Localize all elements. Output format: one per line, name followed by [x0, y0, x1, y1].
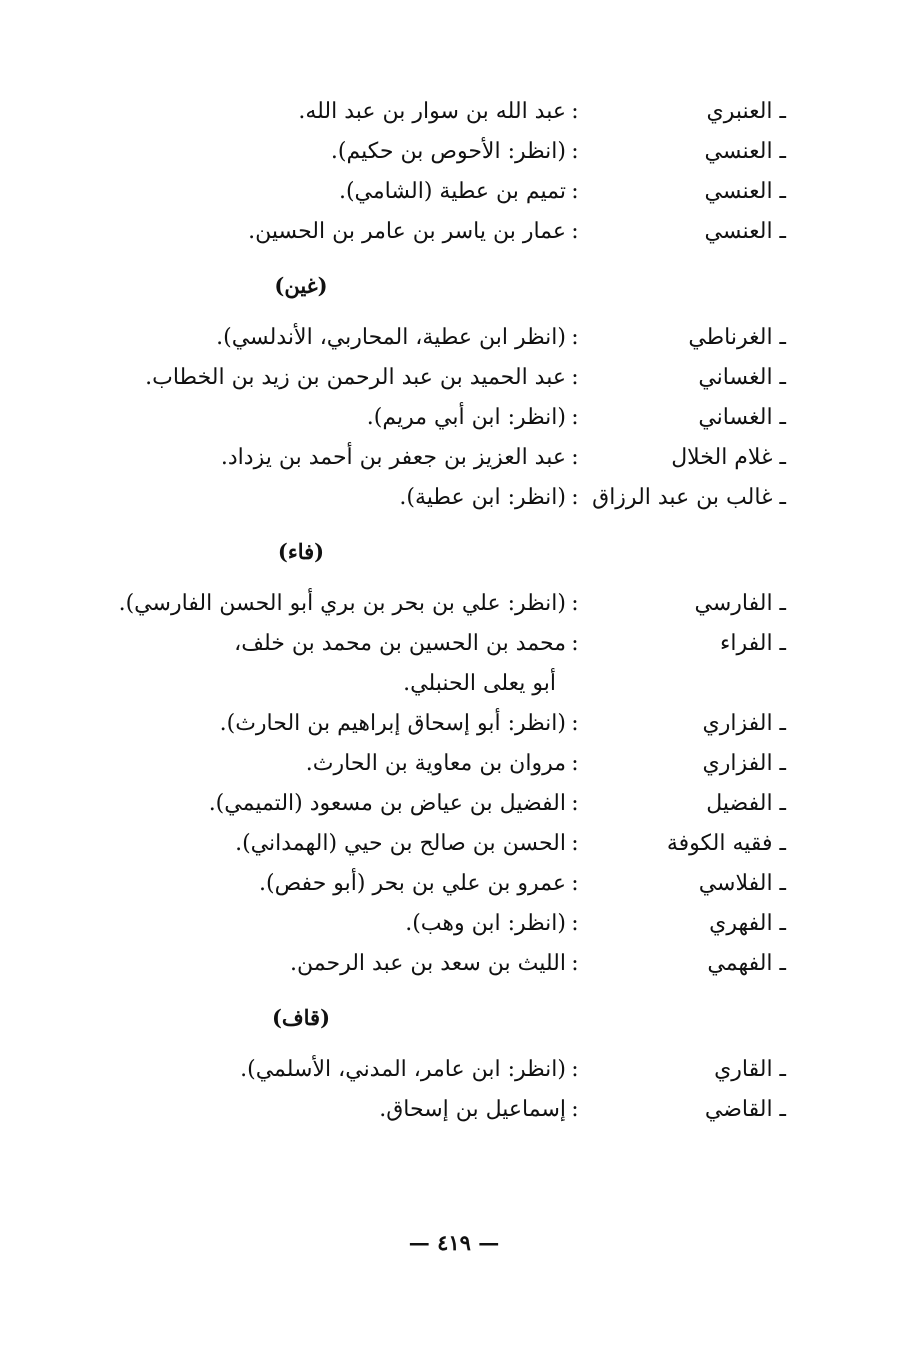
entry-separator: :: [571, 831, 579, 856]
section-ghain: [66, 272, 786, 518]
index-entry: [66, 132, 786, 172]
entry-separator: :: [571, 365, 579, 390]
entry-separator: :: [571, 139, 579, 164]
entry-nisba: ـ القاري: [714, 1057, 786, 1082]
entry-description: (انظر ابن عطية، المحاربي، الأندلسي).: [216, 325, 566, 350]
entry-nisba: ـ الغرناطي: [688, 325, 786, 350]
entry-description: عمار بن ياسر بن عامر بن الحسين.: [248, 219, 566, 244]
index-page: [66, 92, 786, 1130]
entry-description: عمرو بن علي بن بحر (أبو حفص).: [259, 871, 566, 896]
index-entry: [66, 1050, 786, 1090]
entry-nisba: ـ الغساني: [698, 365, 786, 390]
entry-separator: :: [571, 405, 579, 430]
index-entry: [66, 744, 786, 784]
entry-nisba: ـ الفلاسي: [698, 871, 786, 896]
index-entry: [66, 478, 786, 518]
entry-nisba: ـ الفراء: [720, 631, 786, 656]
index-entry: [66, 824, 786, 864]
index-entry: [66, 784, 786, 824]
entry-nisba: ـ فقيه الكوفة: [666, 831, 786, 856]
entry-description: (انظر: الأحوص بن حكيم).: [330, 139, 566, 164]
page-number: — ٤١٩ —: [408, 1230, 500, 1255]
entry-separator: :: [571, 871, 579, 896]
entry-description: (انظر: علي بن بحر بن بري أبو الحسن الفارسي).: [118, 591, 566, 616]
index-entry: [66, 864, 786, 904]
entry-separator: :: [571, 325, 579, 350]
index-entry: [66, 944, 786, 984]
index-entry: [66, 358, 786, 398]
entry-description: (انظر: ابن عطية).: [399, 485, 566, 510]
entry-description: (انظر: ابن أبي مريم).: [366, 405, 566, 430]
entry-nisba: ـ الفارسي: [694, 591, 786, 616]
index-entry: [66, 704, 786, 744]
entry-description: (انظر: أبو إسحاق إبراهيم بن الحارث).: [219, 711, 566, 736]
entry-separator: :: [571, 1097, 579, 1122]
entry-description: محمد بن الحسين بن محمد بن خلف،: [234, 631, 566, 656]
entry-description: عبد العزيز بن جعفر بن أحمد بن يزداد.: [220, 445, 566, 470]
entry-description-multiline: [66, 624, 566, 704]
entry-description: إسماعيل بن إسحاق.: [379, 1097, 566, 1122]
section-heading-fa: (فاء): [277, 539, 325, 564]
index-entry: [66, 212, 786, 252]
entry-separator: :: [571, 791, 579, 816]
entry-separator: :: [571, 711, 579, 736]
entry-separator: :: [571, 1057, 579, 1082]
entry-description-continuation: أبو يعلى الحنبلي.: [403, 671, 556, 696]
entry-nisba: ـ العنبري: [706, 99, 786, 124]
section-ain-continued: [66, 92, 786, 252]
entry-separator: :: [571, 631, 579, 656]
entry-separator: :: [571, 485, 579, 510]
entry-nisba: ـ العنسي: [704, 179, 786, 204]
entry-separator: :: [571, 219, 579, 244]
entry-separator: :: [571, 99, 579, 124]
entry-nisba: ـ الفضيل: [706, 791, 786, 816]
index-entry: [66, 624, 786, 704]
entry-nisba: ـ القاضي: [704, 1097, 786, 1122]
entry-nisba: ـ الفزاري: [702, 711, 786, 736]
entry-description: (انظر: ابن عامر، المدني، الأسلمي).: [240, 1057, 566, 1082]
section-fa: [66, 538, 786, 984]
index-entry: [66, 92, 786, 132]
index-entry: [66, 1090, 786, 1130]
entry-separator: :: [571, 179, 579, 204]
entry-description: تميم بن عطية (الشامي).: [338, 179, 566, 204]
index-entry: [66, 584, 786, 624]
entry-description: عبد الله بن سوار بن عبد الله.: [298, 99, 566, 124]
index-entry: [66, 438, 786, 478]
index-entry: [66, 172, 786, 212]
entry-nisba: ـ الفهري: [709, 911, 786, 936]
entry-separator: :: [571, 445, 579, 470]
section-heading-ghain: (غين): [274, 273, 328, 298]
index-entry: [66, 904, 786, 944]
entry-nisba: ـ غلام الخلال: [671, 445, 786, 470]
entry-description: (انظر: ابن وهب).: [405, 911, 566, 936]
index-entry: [66, 398, 786, 438]
entry-description: مروان بن معاوية بن الحارث.: [305, 751, 566, 776]
entry-description: الحسن بن صالح بن حيي (الهمداني).: [235, 831, 566, 856]
entry-nisba: ـ الفهمي: [707, 951, 786, 976]
entry-nisba: ـ الغساني: [698, 405, 786, 430]
section-heading-qaf: (قاف): [271, 1005, 331, 1030]
section-qaf: [66, 1004, 786, 1130]
entry-separator: :: [571, 751, 579, 776]
entry-nisba: ـ العنسي: [704, 219, 786, 244]
entry-description: عبد الحميد بن عبد الرحمن بن زيد بن الخطاب.: [145, 365, 566, 390]
entry-separator: :: [571, 951, 579, 976]
entry-separator: :: [571, 591, 579, 616]
entry-nisba: ـ الفزاري: [702, 751, 786, 776]
entry-separator: :: [571, 911, 579, 936]
entry-nisba: ـ غالب بن عبد الرزاق: [592, 485, 786, 510]
index-entry: [66, 318, 786, 358]
entry-description: الليث بن سعد بن عبد الرحمن.: [290, 951, 566, 976]
entry-description: الفضيل بن عياض بن مسعود (التميمي).: [208, 791, 566, 816]
entry-nisba: ـ العنسي: [704, 139, 786, 164]
